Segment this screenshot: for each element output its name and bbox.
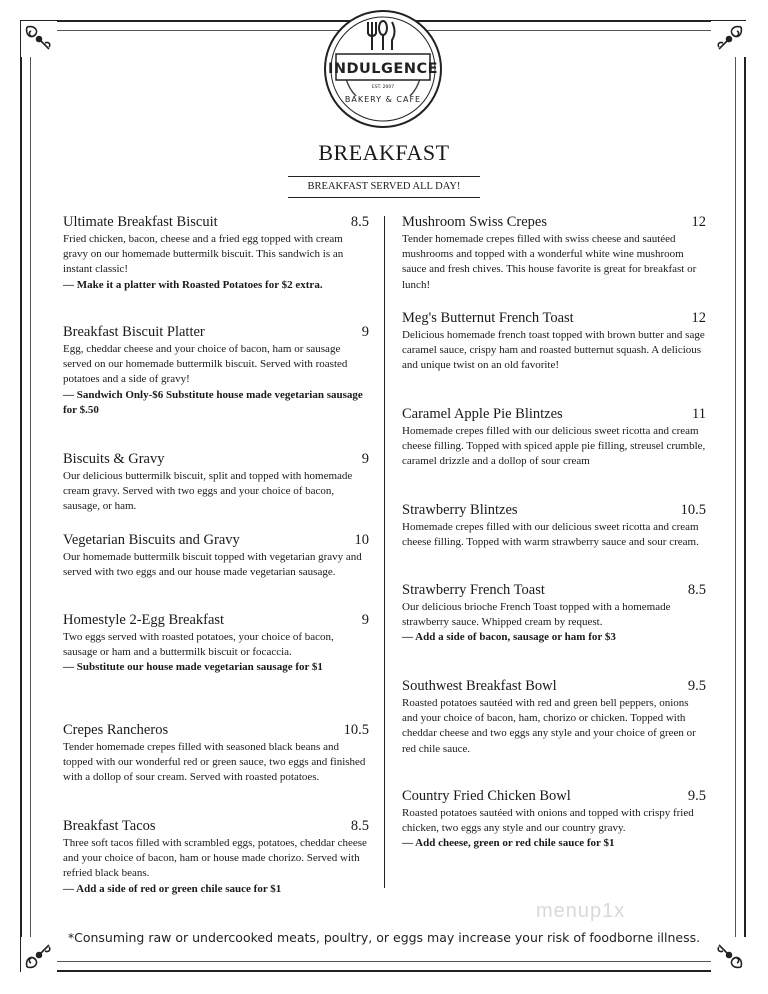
item-price: 9 [361,451,369,467]
indulgence-logo [322,8,444,130]
item-description: Tender homemade crepes filled with seasoned black beans and topped with our wonderful red or green sauce, two eggs and finished with a dollop of sour cream. Served with roasted potatoes. [63,741,366,784]
item-name: Meg's Butternut French Toast [402,310,574,326]
item-name: Ultimate Breakfast Biscuit [63,214,218,230]
item-name: Biscuits & Gravy [63,451,165,467]
item-note: — Add a side of red or green chile sauce for $1 [63,882,282,895]
item-description: Egg, cheddar cheese and your choice of bacon, ham or sausage served on our homemade buttermilk biscuit. Served with roasted potatoes and a side of gravy! [63,343,348,386]
menu-item [402,310,706,374]
item-price: 11 [692,406,706,422]
watermark: menup1x [536,900,626,922]
menu-item [63,612,369,676]
menu-item [402,788,706,852]
menu-item [402,406,706,470]
item-note: — Substitute our house made vegetarian sausage for $1 [63,661,323,674]
menu-item [63,722,369,786]
item-description: Homemade crepes filled with our delicious sweet ricotta and cream cheese filling. Topped with spiced apple pie filling, streusel crumble, caramel drizzle and a dollop of sour cream [402,425,706,468]
item-name: Breakfast Biscuit Platter [63,324,205,340]
menu-item [63,451,369,515]
item-note: — Add cheese, green or red chile sauce for $1 [402,837,615,850]
item-name: Homestyle 2-Egg Breakfast [63,612,225,628]
menu-item [63,532,369,580]
menu-item [63,324,369,418]
footnote: *Consuming raw or undercooked meats, poultry, or eggs may increase your risk of foodborne illness. [67,930,701,945]
corner-ornament-icon [711,21,747,57]
item-name: Strawberry French Toast [402,582,545,598]
item-price: 8.5 [687,582,706,598]
item-price: 9 [361,324,369,340]
column-divider [384,216,385,888]
item-description: Roasted potatoes sautéed with red and green bell peppers, onions and your choice of bacon, ham, chorizo or chicken. Topped with cheddar cheese and two eggs any style and your choice of green or red chile sauce. [402,697,696,755]
menu-item [402,502,706,550]
item-description: Three soft tacos filled with scrambled eggs, potatoes, cheddar cheese and your choice of bacon, ham or house made chorizo. Served with refried black beans. [63,837,367,880]
corner-ornament-icon [21,21,57,57]
item-name: Mushroom Swiss Crepes [402,214,548,230]
item-price: 12 [691,214,706,230]
menu-item [63,214,369,293]
menu-item [402,678,706,757]
item-name: Caramel Apple Pie Blintzes [402,406,563,422]
item-description: Roasted potatoes sautéed with onions and topped with crispy fried chicken, two eggs any style and our country gravy. [402,807,694,835]
page-title: BREAKFAST [318,140,450,165]
item-description: Our delicious brioche French Toast topped with a homemade strawberry sauce. Whipped cream by request. [402,601,671,629]
item-price: 8.5 [350,818,369,834]
item-name: Country Fried Chicken Bowl [402,788,571,804]
item-description: Fried chicken, bacon, cheese and a fried egg topped with cream gravy on our homemade buttermilk biscuit. This sandwich is an instant classic! [63,233,344,276]
menu-item [402,582,706,646]
item-note: — Add a side of bacon, sausage or ham for $3 [402,631,616,644]
brand-name: INDULGENCE [327,61,439,77]
item-price: 8.5 [350,214,369,230]
item-price: 10.5 [680,502,706,518]
item-price: 9.5 [687,678,706,694]
item-description: Homemade crepes filled with our delicious sweet ricotta and cream cheese filling. Topped with warm strawberry sauce and sour cream. [402,521,699,549]
item-name: Vegetarian Biscuits and Gravy [63,532,240,548]
item-price: 12 [691,310,706,326]
item-price: 9 [361,612,369,628]
item-price: 10 [354,532,369,548]
menu-item [402,214,706,293]
menu-item [63,818,369,897]
item-description: Tender homemade crepes filled with swiss cheese and sautéed mushrooms and topped with a wonderful white wine mushroom sauce and fresh chives. This house favorite is great for breakfast or lunch! [402,233,697,291]
item-name: Crepes Rancheros [63,722,169,738]
item-price: 10.5 [343,722,369,738]
item-name: Southwest Breakfast Bowl [402,678,557,694]
brand-tagline: BAKERY & CAFE [344,95,422,104]
item-price: 9.5 [687,788,706,804]
item-description: Delicious homemade french toast topped with brown butter and sage caramel sauce, crispy ham and roasted butternut squash. A delicious and unique twist on an old favorite! [402,329,705,372]
item-name: Strawberry Blintzes [402,502,518,518]
item-description: Our homemade buttermilk biscuit topped with vegetarian gravy and served with two eggs and our house made vegetarian sausage. [63,551,362,579]
item-name: Breakfast Tacos [63,818,156,834]
page-subtitle: BREAKFAST SERVED ALL DAY! [288,176,480,198]
item-description: Our delicious buttermilk biscuit, split and topped with homemade cream gravy. Served with two eggs and your choice of bacon, sausage, or ham. [63,470,353,513]
item-note: — Make it a platter with Roasted Potatoes for $2 extra. [63,278,323,291]
item-note: — Sandwich Only-$6 Substitute house made vegetarian sausage for $.50 [63,388,363,416]
item-description: Two eggs served with roasted potatoes, your choice of bacon, sausage or ham and a buttermilk biscuit or focaccia. [63,631,334,659]
brand-est: EST. 2007 [371,85,395,90]
